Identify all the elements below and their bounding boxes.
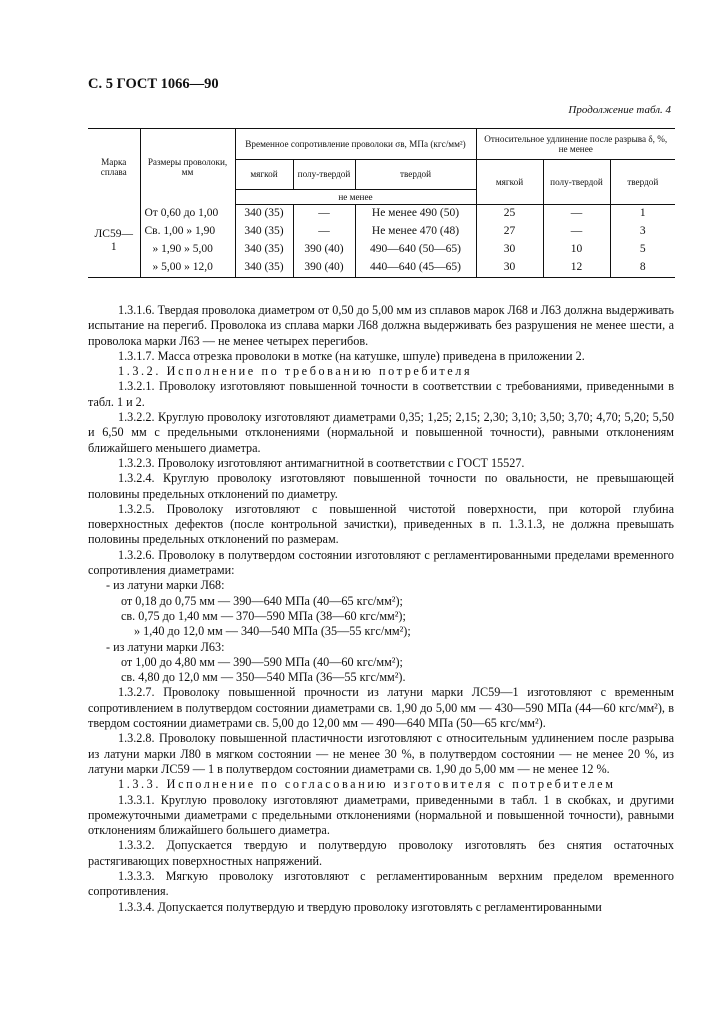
tensile-semi-cell: 390 (40) — [293, 259, 355, 278]
tensile-semi-cell: 390 (40) — [293, 241, 355, 259]
col-header-sizes: Размеры проволоки, мм — [140, 129, 235, 205]
alloy-cell: ЛС59—1 — [88, 205, 140, 278]
paragraph-1-3-2-6: 1.3.2.6. Проволоку в полутвердом состоянии изготовляют с регламентированными пределами временного сопротивления диаметрами: — [88, 547, 674, 578]
elong-soft-cell: 30 — [476, 259, 543, 278]
elong-semi-cell: 10 — [543, 241, 610, 259]
tensile-hard-cell: 440—640 (45—65) — [355, 259, 476, 278]
elong-soft-cell: 30 — [476, 241, 543, 259]
elong-hard-cell: 8 — [610, 259, 675, 278]
paragraph-1-3-2-8: 1.3.2.8. Проволоку повышенной пластичности изготовляют с относительным удлинением после разрыва из латуни марки Л80 в мягком состоянии — не менее 30 %, в полутвердом состоянии — не менее 20 %, из латуни марки ЛС59 — 1 в полутвердом состоянии диаметрами св. 1,90 до 5,00 мм — не менее 12 %. — [88, 731, 674, 776]
elong-hard-cell: 1 — [610, 205, 675, 223]
paragraph-1-3-2-5: 1.3.2.5. Проволоку изготовляют с повышенной чистотой поверхности, при которой глубина поверхностных дефектов (после контрольной зачистки), приведенных в п. 1.3.1.3, не должна превышать половины предельных отклонений по размерам. — [88, 501, 674, 547]
elong-hard-cell: 3 — [610, 223, 675, 241]
paragraph-1-3-3-2: 1.3.3.2. Допускается твердую и полутвердую проволоку изготовлять без снятия остаточных растягивающих поверхностных напряжений. — [88, 838, 674, 868]
tensile-hard-cell: Не менее 470 (48) — [355, 223, 476, 241]
size-cell: » 5,00 » 12,0 — [140, 259, 235, 278]
elong-semi-cell: — — [543, 205, 610, 223]
size-cell: От 0,60 до 1,00 — [140, 205, 235, 223]
tensile-semi-cell: — — [293, 205, 355, 223]
col-header-alloy: Марка сплава — [88, 129, 140, 205]
paragraph-1-3-2-4: 1.3.2.4. Круглую проволоку изготовляют повышенной точности по овальности, не превышающей половины предельных отклонений по диаметру. — [88, 471, 674, 501]
paragraph-1-3-3-4: 1.3.3.4. Допускается полутвердую и твердую проволоку изготовлять с регламентированными — [118, 899, 602, 914]
page-header: С. 5 ГОСТ 1066—90 — [88, 76, 219, 92]
list-item: - из латуни марки Л68: — [106, 578, 225, 593]
tensile-soft-cell: 340 (35) — [235, 205, 293, 223]
table-row — [88, 241, 675, 259]
paragraph-1-3-1-7: 1.3.1.7. Масса отрезка проволоки в мотке (на катушке, шпуле) приведена в приложении 2. — [118, 348, 585, 363]
tensile-hard-cell: Не менее 490 (50) — [355, 205, 476, 223]
table-4 — [88, 128, 675, 278]
list-item: - из латуни марки Л63: — [106, 639, 225, 654]
tensile-soft-cell: 340 (35) — [235, 241, 293, 259]
size-cell: Св. 1,00 » 1,90 — [140, 223, 235, 241]
list-item: от 0,18 до 0,75 мм — 390—640 МПа (40—65 кгс/мм²); — [121, 593, 403, 608]
col-header-not-less: не менее — [235, 190, 476, 205]
table-caption: Продолжение табл. 4 — [568, 104, 671, 116]
col-header-hard-elong: твердой — [610, 160, 675, 205]
table-row — [88, 223, 675, 241]
section-heading-1-3-2: 1.3.2. Исполнение по требованию потребителя — [118, 364, 473, 379]
section-heading-1-3-3: 1.3.3. Исполнение по согласованию изготовителя с потребителем — [118, 777, 616, 792]
elong-hard-cell: 5 — [610, 241, 675, 259]
paragraph-1-3-3-3: 1.3.3.3. Мягкую проволоку изготовляют с регламентированным верхним пределом временного сопротивления. — [88, 868, 674, 899]
col-header-semihard-elong: полу-твердой — [543, 160, 610, 205]
tensile-semi-cell: — — [293, 223, 355, 241]
col-header-elongation: Относительное удлинение после разрыва δ, %, не менее — [476, 129, 675, 160]
list-item: св. 0,75 до 1,40 мм — 370—590 МПа (38—60 кгс/мм²); — [121, 608, 406, 623]
col-header-soft-elong: мягкой — [476, 160, 543, 205]
elong-soft-cell: 25 — [476, 205, 543, 223]
paragraph-1-3-2-3: 1.3.2.3. Проволоку изготовляют антимагнитной в соответствии с ГОСТ 15527. — [118, 455, 525, 470]
col-header-tensile: Временное сопротивление проволоки σв, МПа (кгс/мм²) — [235, 129, 476, 160]
body-text — [88, 303, 674, 915]
col-header-semihard: полу-твердой — [293, 160, 355, 190]
table-row — [88, 205, 675, 223]
elong-soft-cell: 27 — [476, 223, 543, 241]
col-header-soft: мягкой — [235, 160, 293, 190]
col-header-hard: твердой — [355, 160, 476, 190]
size-cell: » 1,90 » 5,00 — [140, 241, 235, 259]
paragraph-1-3-2-1: 1.3.2.1. Проволоку изготовляют повышенной точности в соответствии с требованиями, приведенными в табл. 1 и 2. — [88, 379, 674, 409]
paragraph-1-3-2-7: 1.3.2.7. Проволоку повышенной прочности из латуни марки ЛС59—1 изготовляют с временным сопротивлением в полутвердом состоянии диаметрами св. 1,90 до 5,00 мм — 430—590 МПа (44—60 кгс/мм²), в твердом состоянии диаметрами св. 5,00 до 12,00 мм — 490—640 МПа (50—65 кгс/мм²). — [88, 685, 674, 731]
table-row — [88, 259, 675, 278]
list-item: от 1,00 до 4,80 мм — 390—590 МПа (40—60 кгс/мм²); — [121, 654, 403, 669]
elong-semi-cell: — — [543, 223, 610, 241]
elong-semi-cell: 12 — [543, 259, 610, 278]
list-item: » 1,40 до 12,0 мм — 340—540 МПа (35—55 кгс/мм²); — [134, 624, 411, 639]
list-item: св. 4,80 до 12,0 мм — 350—540 МПа (36—55 кгс/мм²). — [121, 670, 406, 685]
tensile-soft-cell: 340 (35) — [235, 223, 293, 241]
tensile-soft-cell: 340 (35) — [235, 259, 293, 278]
paragraph-1-3-3-1: 1.3.3.1. Круглую проволоку изготовляют диаметрами, приведенными в табл. 1 в скобках, и другими промежуточными диаметрами с предельными отклонениями (нормальной и повышенной точности), равными отклонениям ближайшего большего диаметра. — [88, 792, 674, 838]
paragraph-1-3-1-6: 1.3.1.6. Твердая проволока диаметром от 0,50 до 5,00 мм из сплавов марок Л68 и Л63 должна выдерживать испытание на перегиб. Проволока из сплава марки Л68 должна выдерживать без разрушения не менее шести, а проволока марки Л63 — не менее четырех перегибов. — [88, 303, 674, 348]
tensile-hard-cell: 490—640 (50—65) — [355, 241, 476, 259]
paragraph-1-3-2-2: 1.3.2.2. Круглую проволоку изготовляют диаметрами 0,35; 1,25; 2,15; 2,30; 3,10; 3,50; 3,70; 4,70; 5,20; 5,50 и 6,50 мм с предельными отклонениями (нормальной и повышенной точности), равными отклонениям ближайшего меньшего диаметра. — [88, 410, 674, 455]
